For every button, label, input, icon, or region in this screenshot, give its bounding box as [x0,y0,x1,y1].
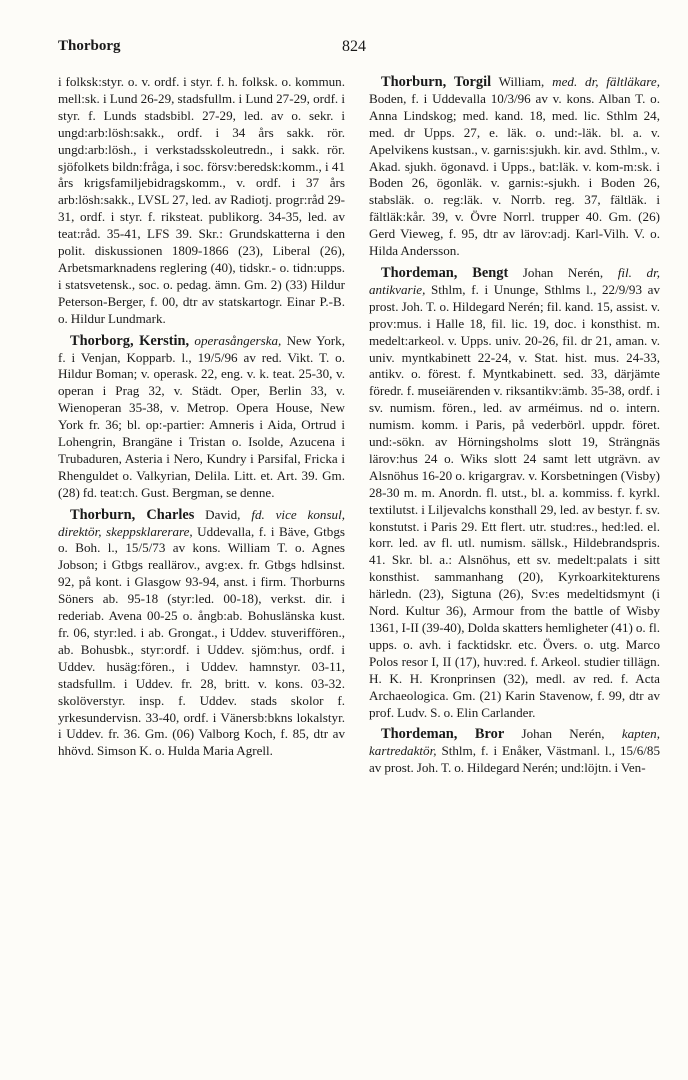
right-column [369,74,660,777]
entry-occupation: operasångerska, [194,332,282,348]
entry-occupation: med. dr, fältläkare, [552,74,660,89]
running-head-title: Thorborg [58,38,121,54]
entry-headword: Thorburn, Charles [70,506,195,523]
entry-text: Sthlm, f. i Enåker, Västmanl. l., 15/6/85 av prost. Joh. T. o. Hildegard Nerén; und:löjtn. i Ven- [369,743,660,776]
biography-entry [58,74,345,328]
biography-entry [369,265,660,721]
entry-text: Johan Nerén, [508,264,618,280]
entry-text: i folksk:styr. o. v. ordf. i styr. f. h. folksk. o. kommun. mell:sk. i Lund 26-29, stadsfullm. i Lund 27-29, ordf. i styr. f. Lunds stadsbibl. 27-29, led. av o. sekr. i ungd:arb:lösh:sakk., ordf. i 34 års sakk. rör. ungd:arb:lösh., i verkstadsskoleutredn., i sakk. rör. sjöfolkets bildn:fråga, i soc. försv:beredsk:komm., i 41 års krigsfamiljebidragskomm., v. ordf. i 37 års arb:lösh:sakk., LVSL 27, led. av Radiotj. progr:råd 29-31, ordf. i styr. f. riksteat. publikorg. 34-35, led. av teat:råd. 35-41, LFS 39. Skr.: Grundskatterna i den polit. diskussionen 1809-1866 (23), Liberal (26), Arbetsmarknadens reglering (40), tidskr.- o. tidn:upps. i statsvetensk., soc. o. pedag. ämn. Gm. 2) (33) Hildur Peterson-Berger, f. 00, dtr av statskartogr. Einar P.-B. o. Hildur Lundmark. [58,74,345,326]
page-number: 824 [342,38,366,55]
entry-occupation: fil. dr, antikvarie, [369,264,660,297]
entry-text: New York, f. i Venjan, Kopparb. l., 19/5/96 av red. Vikt. T. o. Hildur Boman; v. operask. 22, eng. v. k. teat. 25-30, v. operan i Prag 32, v. Städt. Oper, Berlin 33, v. Wienoperan 35-38, v. Metrop. Opera House, New York fr. 36; bl. op:-partier: Amneris i Aida, Ortrud i Lohengrin, Brangäne i Tristan o. Isolde, Azucena i Trubaduren, Asteria i Nero, Kundry i Parsifal, Fricka i Rhenguldet o. Valkyrian, Delila. Litt. et. Art. 39. Gm. (28) fd. teat:ch. Gust. Bergman, se denne. [58,332,345,500]
entry-text: William, [491,74,553,89]
entry-headword: Thordeman, Bror [381,726,505,743]
biography-entry [58,333,345,502]
biography-entry [369,726,660,777]
entry-headword: Thorborg, Kerstin, [70,332,190,349]
entry-headword: Thorburn, Torgil [381,74,492,90]
entry-text: Sthlm, f. i Ununge, Sthlms l., 22/9/93 av prost. Joh. T. o. Hildegard Nerén; fil. kand. 15, assist. v. prov:mus. i Halle 18, fil. lic. 19, doc. i konsthist. m. medelt:arkeol. v. Upps. univ. 20-26, fil. dr 21, aman. v. univ. myntkabinett 22-24, v. Stat. hist. mus. 24-33, antikv. o. förest. f. Myntkabinett. sed. 33, därjämte föredr. f. museiärenden v. riksantikv:ämb. 35-38, ordf. i sv. numism. fören., led. av arméimus. nd o. intern. numism. komm. i Paris, på vederbörl. uppdr. föret. und:-sökn. av Hörningsholms slott 19, Strängnäs lärov:hus 24 o. Wiks slott 24 samt lett utgrävn. av Alsnöhus 16-20 o. krigargrav. v. Korsbetningen (Visby) 28-30 m. m. Anordn. fl. utst., bl. a. kommiss. f. kyrkl. textilutst. i Liljevalchs konsthall 29, led. av bestyr. f. sv. konstutst. i Paris 29. Ett flert. utr. stud:res., hed:led. el. korr. led. av fl. utl. numism. sällsk., Hildebrandspris. 41. Skr. bl. a.: Alsnöhus, ett sv. medelt:palats i sitt konsthist. sammanhang (20), Kyrkoarkitekturens härledn. (23), Sigtuna (26), Sv:es medeltidsmynt (i Nord. Kultur 36), Armour from the battle of Wisby 1361, I-II (39-40), Dolda skatters hemligheter (41) o. fl. upps. o. avh. i facktidskr. etc. Övers. o. utg. Marco Polos resor I, II (17), huv:red. f. Arkeol. studier tillägn. H. K. H. Kronprinsen (32), medl. av red. f. Acta Archaeologica. Gm. (21) Karin Stavenow, f. 99, dtr av prof. Ludv. S. o. Elin Carlander. [369,281,660,720]
entry-headword: Thordeman, Bengt [381,264,509,281]
entry-text: David, [194,506,252,522]
entry-occupation: kapten, kartredaktör, [369,726,660,759]
biography-entry [369,74,660,260]
entry-text: Boden, f. i Uddevalla 10/3/96 av v. kons. Alban T. o. Anna Lindskog; med. kand. 18, med. lic. Sthlm 24, med. dr Upps. 27, e. läk. o. und:-läk. bl. a. v. Apelvikens kustsan., v. garnis:sjukh. kir. avd. Sthlm., v. Akad. sjukh. ögonavd. i Upps., bat:läk. v. kom-m:sk. i Boden 26, ögonläk. v. garnis:-sjukh. i Boden 26, stabsläk. o. reg:läk. v. Norrb. reg. 37, fältläk. i fältläk:kår. 39, v. Övre Norrl. trupper 40. Gm. (26) Gerd Vieweg, f. 95, dtr av lärov:adj. Karl-Vilh. V. o. Hilda Andersson. [369,90,660,259]
biography-entry [58,507,345,761]
entry-text: Johan Nerén, [504,726,622,742]
running-header [58,38,630,62]
entry-text: Uddevalla, f. i Bäve, Gtbgs o. Boh. l., 15/5/73 av kons. William T. o. Agnes Jobson; i Gtbgs reallärov., avg:ex. fr. Gtbgs hdlsinst. 92, på kont. i Glasgow 93-94, anst. i firm. Thorburns Söners ab. 95-18 (styr:led. 00-18), verkst. dir. i rederiab. Avena 00-25 o. ångb:ab. Bohuslänska kust. fr. 06, styr:led. i ab. Grongat., i Uddev. stuveriffören., ab. Bohusbk., styr:ordf. i Uddev. sjöm:hus, ordf. i Uddev. husäg:fören., i Uddev. hamnstyr. 03-11, stadsfullm. i Uddev. fr. 28, britt. v. kons. 03-32. skolöverstyr. insp. f. Uddev. stads skolor f. yrkesundervisn. 33-40, ordf. i Vänersb:bkns lokalstyr. i Uddev. fr. 36. Gm. (06) Valborg Koch, f. 85, dtr av hhövd. Simson K. o. Hulda Maria Agrell. [58,523,345,759]
entry-occupation: fd. vice konsul, direktör, skeppsklarerare, [58,506,345,539]
left-column [58,74,345,760]
